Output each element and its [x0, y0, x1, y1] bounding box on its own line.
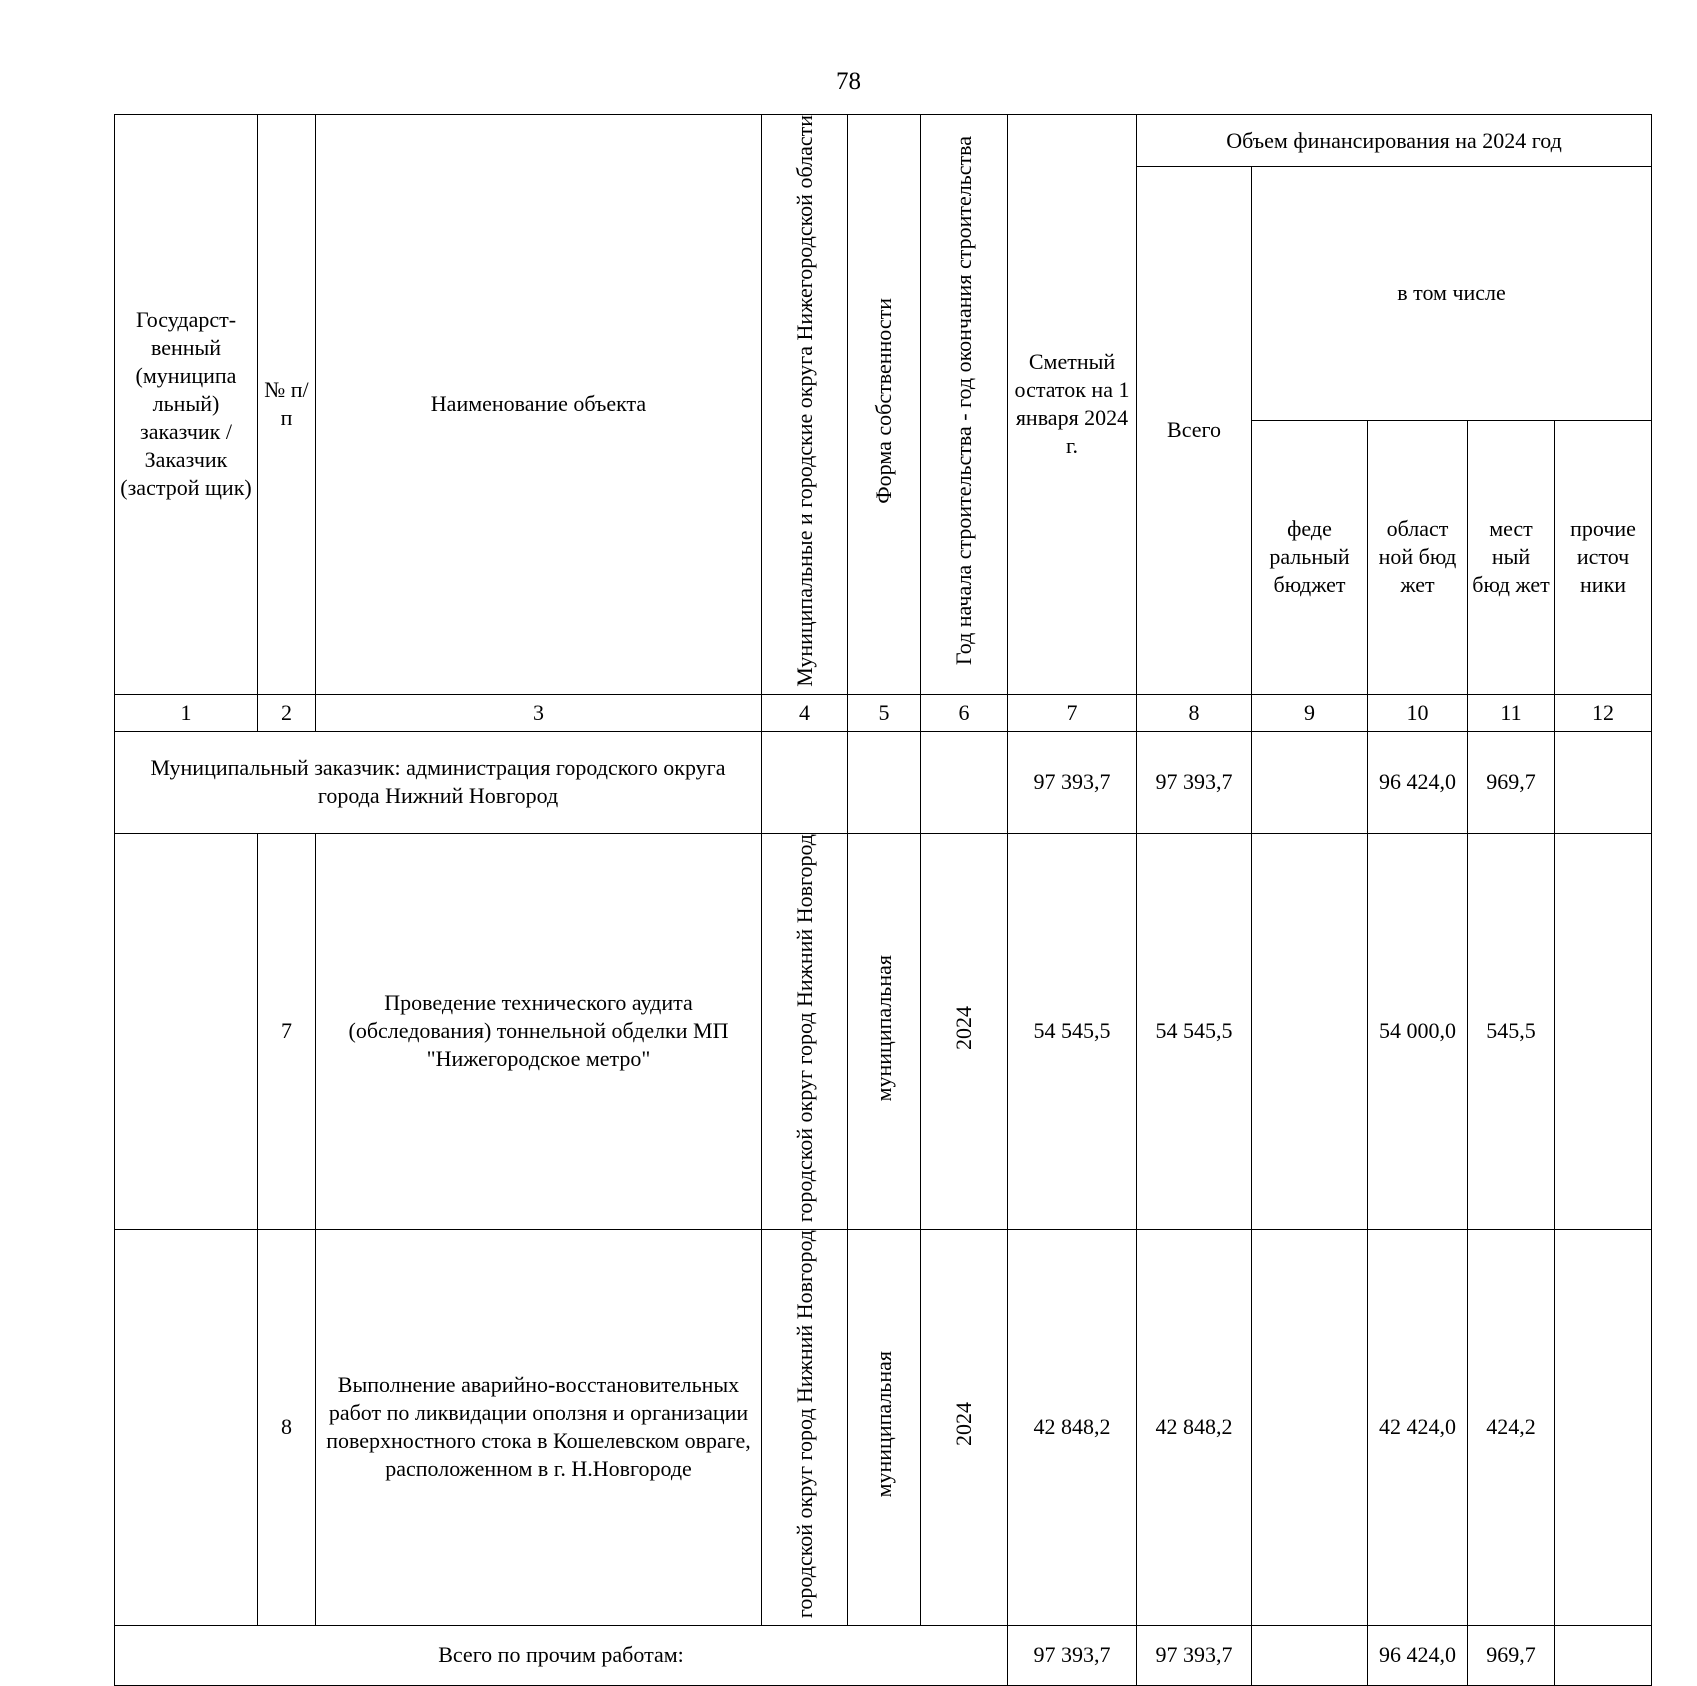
header-including: в том числе [1252, 167, 1652, 421]
col-number-6: 6 [921, 694, 1008, 731]
total-federal [1252, 1625, 1368, 1685]
col-number-1: 1 [115, 694, 258, 731]
customer-district [762, 731, 848, 833]
total-total: 97 393,7 [1137, 1625, 1252, 1685]
col-number-5: 5 [848, 694, 921, 731]
row-estimate: 54 545,5 [1008, 833, 1137, 1229]
customer-ownership [848, 731, 921, 833]
row-local: 545,5 [1468, 833, 1555, 1229]
total-estimate: 97 393,7 [1008, 1625, 1137, 1685]
header-estimate: Сметный остаток на 1 января 2024 г. [1008, 115, 1137, 695]
header-ownership [848, 115, 921, 695]
customer-other [1555, 731, 1652, 833]
col-number-10: 10 [1368, 694, 1468, 731]
col-number-2: 2 [258, 694, 316, 731]
col-number-12: 12 [1555, 694, 1652, 731]
header-number: № п/п [258, 115, 316, 695]
table-row [115, 1229, 1652, 1625]
row-regional: 54 000,0 [1368, 833, 1468, 1229]
customer-local: 969,7 [1468, 731, 1555, 833]
row-district [762, 833, 848, 1229]
header-customer: Государст-венный (муниципа льный) заказчик / Заказчик (застрой щик) [115, 115, 258, 695]
row-estimate: 42 848,2 [1008, 1229, 1137, 1625]
row-customer [115, 833, 258, 1229]
row-other [1555, 833, 1652, 1229]
header-district [762, 115, 848, 695]
row-district [762, 1229, 848, 1625]
row-local: 424,2 [1468, 1229, 1555, 1625]
header-years-text: Год начала строительства - год окончания строительства [951, 136, 976, 666]
col-number-7: 7 [1008, 694, 1137, 731]
page-number: 78 [836, 68, 861, 95]
col-number-3: 3 [316, 694, 762, 731]
header-funding: Объем финансирования на 2024 год [1137, 115, 1652, 167]
row-total: 54 545,5 [1137, 833, 1252, 1229]
row-other [1555, 1229, 1652, 1625]
customer-regional: 96 424,0 [1368, 731, 1468, 833]
header-local: мест ный бюд жет [1468, 420, 1555, 694]
header-row-1 [115, 115, 1652, 167]
row-ownership-text: муниципальная [871, 954, 896, 1101]
row-years [921, 1229, 1008, 1625]
row-number: 7 [258, 833, 316, 1229]
customer-years [921, 731, 1008, 833]
total-regional: 96 424,0 [1368, 1625, 1468, 1685]
row-regional: 42 424,0 [1368, 1229, 1468, 1625]
header-object-name: Наименование объекта [316, 115, 762, 695]
column-number-row [115, 694, 1652, 731]
row-federal [1252, 833, 1368, 1229]
header-other: прочие источ ники [1555, 420, 1652, 694]
col-number-9: 9 [1252, 694, 1368, 731]
customer-estimate: 97 393,7 [1008, 731, 1137, 833]
financing-table [114, 114, 1652, 1686]
total-label: Всего по прочим работам: [115, 1625, 1008, 1685]
col-number-8: 8 [1137, 694, 1252, 731]
header-district-text: Муниципальные и городские округа Нижегородской области [791, 115, 817, 687]
customer-row [115, 731, 1652, 833]
row-object-name: Проведение технического аудита (обследования) тоннельной обделки МП "Нижегородское метро" [316, 833, 762, 1229]
total-local: 969,7 [1468, 1625, 1555, 1685]
header-regional: област ной бюд жет [1368, 420, 1468, 694]
row-ownership [848, 833, 921, 1229]
row-district-text: городской округ город Нижний Новгород [791, 833, 817, 1222]
header-total: Всего [1137, 167, 1252, 695]
header-ownership-text: Форма собственности [871, 297, 896, 504]
row-customer [115, 1229, 258, 1625]
row-ownership [848, 1229, 921, 1625]
customer-label: Муниципальный заказчик: администрация городского округа города Нижний Новгород [115, 731, 762, 833]
row-years-text: 2024 [951, 1005, 976, 1050]
row-years [921, 833, 1008, 1229]
customer-total: 97 393,7 [1137, 731, 1252, 833]
row-district-text: городской округ город Нижний Новгород [791, 1229, 817, 1618]
col-number-11: 11 [1468, 694, 1555, 731]
row-years-text: 2024 [951, 1401, 976, 1446]
row-number: 8 [258, 1229, 316, 1625]
customer-federal [1252, 731, 1368, 833]
row-ownership-text: муниципальная [871, 1350, 896, 1498]
total-row [115, 1625, 1652, 1685]
row-total: 42 848,2 [1137, 1229, 1252, 1625]
header-years [921, 115, 1008, 695]
col-number-4: 4 [762, 694, 848, 731]
row-federal [1252, 1229, 1368, 1625]
header-federal: феде ральный бюджет [1252, 420, 1368, 694]
table-row [115, 833, 1652, 1229]
total-other [1555, 1625, 1652, 1685]
row-object-name: Выполнение аварийно-восстановительных работ по ликвидации оползня и организации поверхностного стока в Кошелевском овраге, расположенном в г. Н.Новгороде [316, 1229, 762, 1625]
